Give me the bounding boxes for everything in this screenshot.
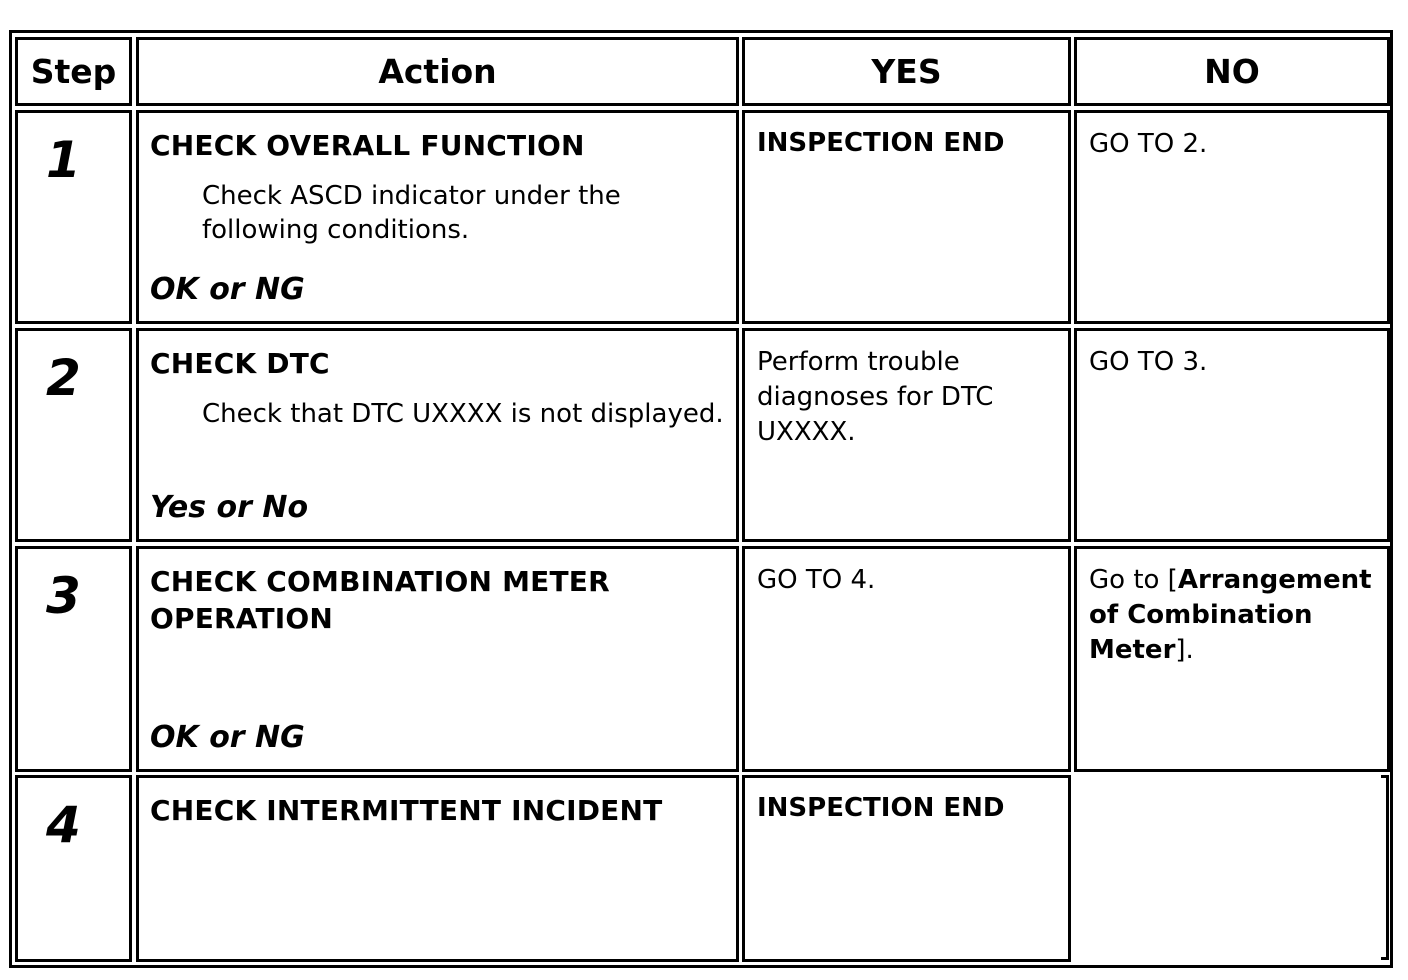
step-number: 2 (46, 349, 81, 407)
step-number: 1 (46, 131, 81, 189)
action-title: CHECK INTERMITTENT INCIDENT (150, 794, 663, 827)
no-cell (1074, 328, 1390, 542)
yes-result: INSPECTION END (757, 793, 1005, 823)
yes-cell (742, 110, 1071, 324)
no-cell (1074, 110, 1390, 324)
yes-result: GO TO 4. (757, 565, 876, 595)
no-cell-bracket (1381, 775, 1389, 960)
result-prompt: OK or NG (150, 720, 305, 755)
yes-cell (742, 775, 1071, 962)
header-step: Step (15, 37, 132, 106)
no-result-suffix: ]. (1175, 635, 1194, 665)
action-cell (136, 546, 739, 772)
step-cell (15, 546, 132, 772)
action-title: CHECK OVERALL FUNCTION (150, 129, 585, 162)
step-cell (15, 110, 132, 324)
no-result: GO TO 3. (1089, 347, 1208, 377)
step-cell (15, 775, 132, 962)
reference-link[interactable]: Arrangement of Combination Meter (1089, 565, 1372, 665)
action-cell (136, 328, 739, 542)
step-cell (15, 328, 132, 542)
no-result-prefix: Go to [ (1089, 565, 1178, 595)
action-title: CHECK COMBINATION METER OPERATION (150, 565, 610, 635)
no-result: GO TO 2. (1089, 129, 1208, 159)
no-cell (1074, 546, 1390, 772)
action-title: CHECK DTC (150, 347, 330, 380)
result-prompt: Yes or No (150, 490, 309, 525)
action-description: Check that DTC UXXXX is not displayed. (202, 399, 724, 429)
action-description: Check ASCD indicator under the following conditions. (202, 181, 621, 245)
yes-cell (742, 328, 1071, 542)
action-cell (136, 775, 739, 962)
no-cell (1068, 775, 1076, 962)
action-cell (136, 110, 739, 324)
yes-cell (742, 546, 1071, 772)
no-result (1089, 563, 1377, 668)
step-number: 3 (46, 567, 81, 625)
header-action: Action (136, 37, 739, 106)
yes-result: Perform trouble diagnoses for DTC UXXXX. (757, 347, 994, 447)
step-number: 4 (46, 796, 81, 854)
result-prompt: OK or NG (150, 272, 305, 307)
header-no: NO (1074, 37, 1390, 106)
yes-result: INSPECTION END (757, 128, 1005, 158)
header-yes: YES (742, 37, 1071, 106)
